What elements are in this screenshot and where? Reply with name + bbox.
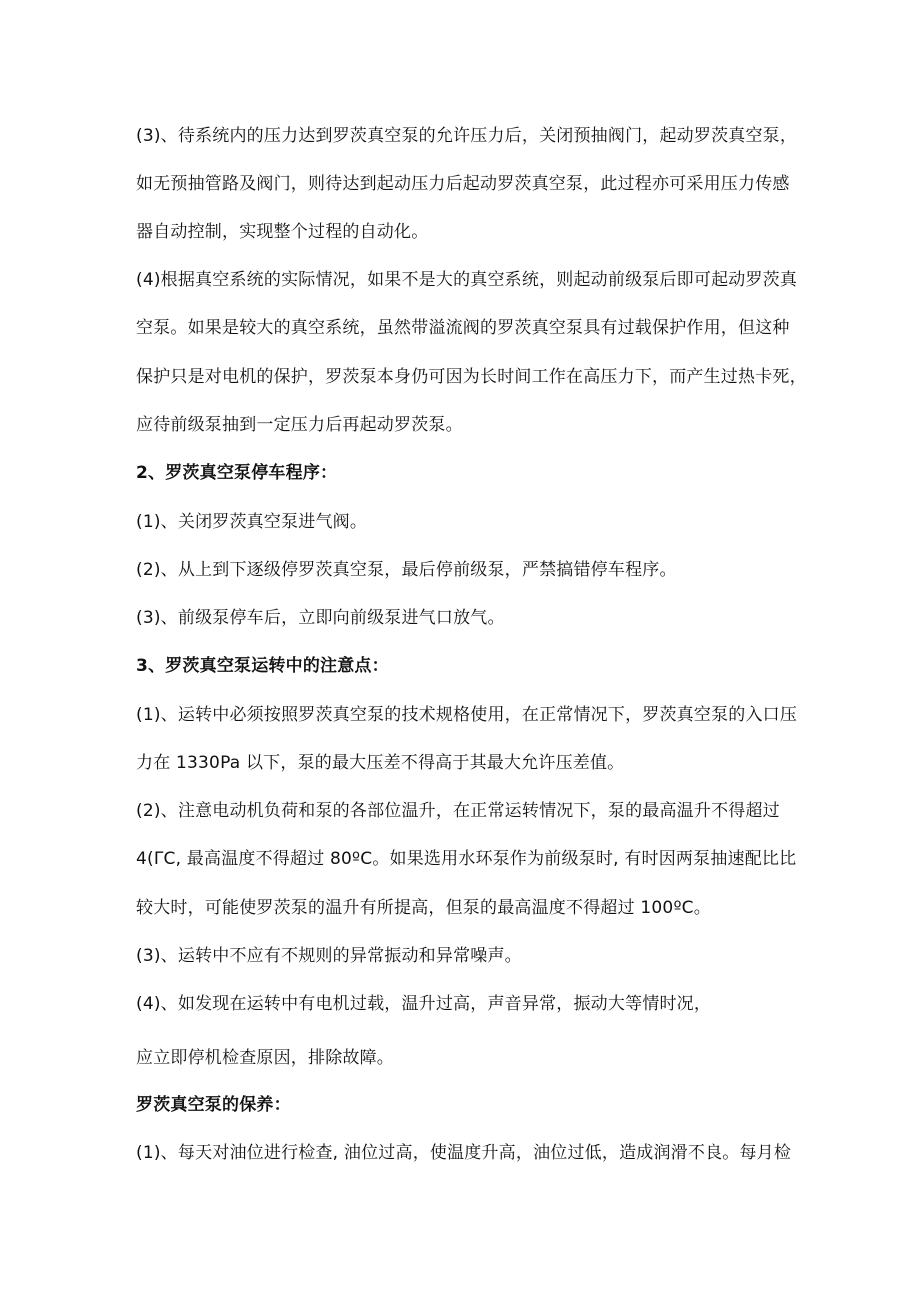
- paragraph-line: 较大时，可能使罗茨泵的温升有所提高，但泵的最高温度不得超过 100ºC。: [136, 898, 711, 918]
- paragraph-line: (2)、从上到下逐级停罗茨真空泵，最后停前级泵，严禁搞错停车程序。: [136, 560, 677, 580]
- paragraph-line: 空泵。如果是较大的真空系统，虽然带溢流阀的罗茨真空泵具有过载保护作用，但这种: [136, 318, 790, 338]
- paragraph-line: 器自动控制，实现整个过程的自动化。: [136, 222, 429, 242]
- paragraph-line: 应立即停机检查原因，排除故障。: [136, 1048, 394, 1068]
- section-heading: 3、罗茨真空泵运转中的注意点：: [136, 656, 389, 676]
- paragraph-line: (1)、运转中必须按照罗茨真空泵的技术规格使用，在正常情况下，罗茨真空泵的入口压: [136, 705, 798, 725]
- paragraph-line: (3)、运转中不应有不规则的异常振动和异常噪声。: [136, 946, 522, 966]
- paragraph-line: (3)、前级泵停车后，立即向前级泵进气口放气。: [136, 608, 505, 628]
- paragraph-line: (2)、注意电动机负荷和泵的各部位温升，在正常运转情况下，泵的最高温升不得超过: [136, 801, 780, 821]
- section-heading: 罗茨真空泵的保养：: [136, 1095, 291, 1115]
- paragraph-line: (1)、每天对油位进行检查, 油位过高，使温度升高，油位过低，造成润滑不良。每月检: [136, 1143, 792, 1163]
- paragraph-line: 应待前级泵抽到一定压力后再起动罗茨泵。: [136, 415, 463, 435]
- paragraph-line: (3)、待系统内的压力达到罗茨真空泵的允许压力后，关闭预抽阀门，起动罗茨真空泵，: [136, 126, 798, 146]
- paragraph-line: 4(ΓC, 最高温度不得超过 80ºC。如果选用水环泵作为前级泵时, 有时因两泵抽速配比比: [136, 849, 797, 869]
- paragraph-line: 力在 1330Pa 以下，泵的最大压差不得高于其最大允许压差值。: [136, 753, 625, 773]
- paragraph-line: 保护只是对电机的保护，罗茨泵本身仍可因为长时间工作在高压力下，而产生过热卡死，: [136, 367, 807, 387]
- paragraph-line: (4)根据真空系统的实际情况，如果不是大的真空系统，则起动前级泵后即可起动罗茨真: [136, 270, 798, 290]
- paragraph-line: (1)、关闭罗茨真空泵进气阀。: [136, 512, 368, 532]
- paragraph-line: 如无预抽管路及阀门，则待达到起动压力后起动罗茨真空泵，此过程亦可采用压力传感: [136, 174, 790, 194]
- section-heading: 2、罗茨真空泵停车程序：: [136, 463, 338, 483]
- paragraph-line: (4)、如发现在运转中有电机过载，温升过高，声音异常，振动大等情时况，: [136, 994, 712, 1014]
